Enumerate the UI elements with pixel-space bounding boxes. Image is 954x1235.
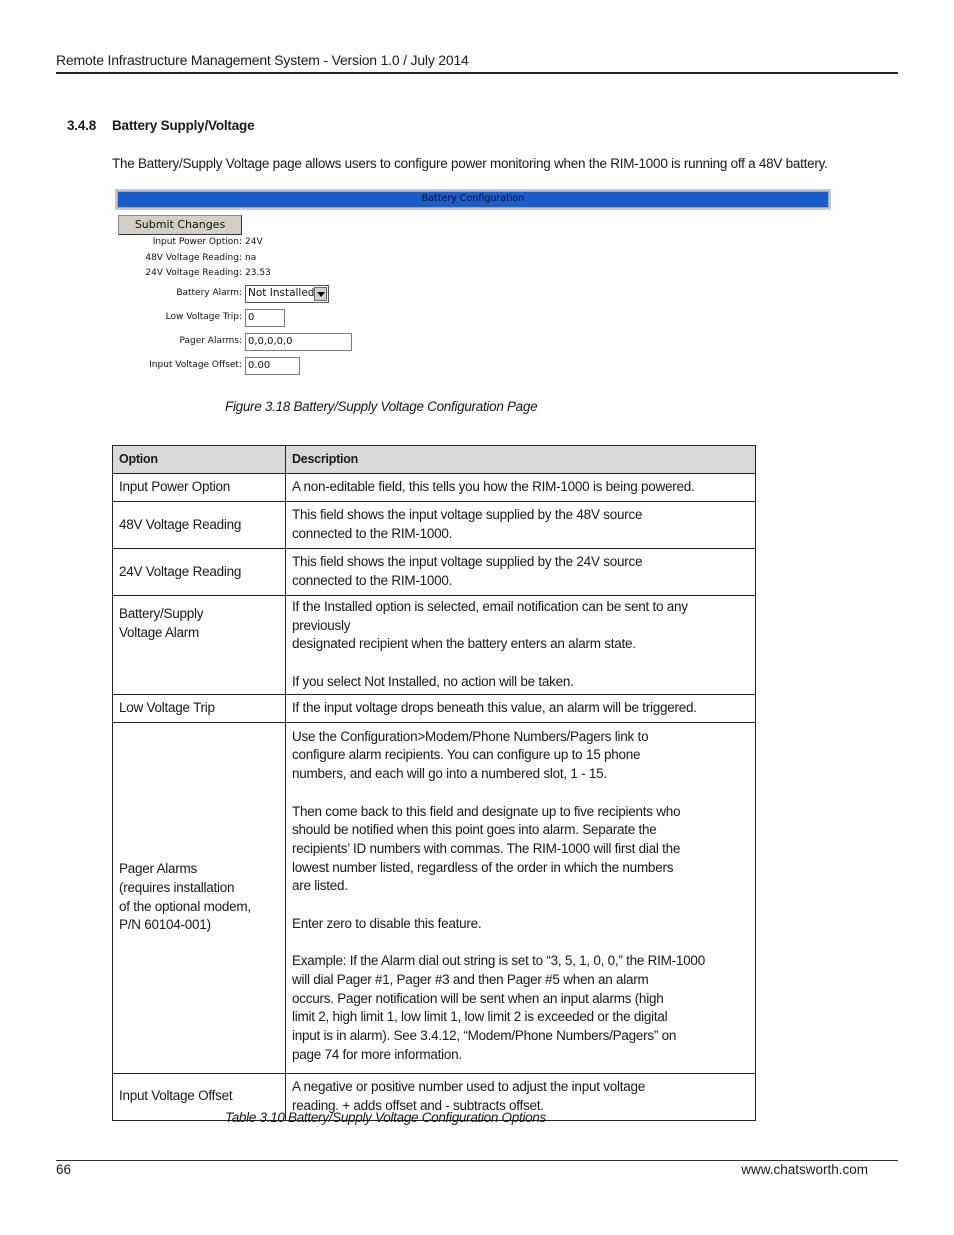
battery-alarm-label: Battery Alarm: — [176, 288, 242, 298]
document-title: Remote Infrastructure Management System - Version 1.0 / July 2014 — [56, 52, 469, 68]
table-row — [113, 549, 756, 596]
reading-48v-label: 48V Voltage Reading: — [145, 253, 242, 263]
submit-changes-button[interactable]: Submit Changes — [118, 215, 242, 235]
description-cell: A negative or positive number used to adjust the input voltage reading. + adds offset and - subtracts offset. — [286, 1073, 756, 1120]
section-number: 3.4.8 — [67, 118, 97, 133]
header-description: Description — [286, 446, 756, 474]
config-title-bar — [117, 191, 829, 208]
option-cell: Pager Alarms (requires installation of the optional modem, P/N 60104-001) — [113, 722, 286, 1073]
section-title: Battery Supply/Voltage — [112, 118, 255, 133]
input-power-option-label: Input Power Option: — [152, 237, 242, 247]
description-cell: Use the Configuration>Modem/Phone Numbers/Pagers link to configure alarm recipients. You can configure up to 15 phone numbers, and each will go into a numbered slot, 1 - 15. Then come back to this field and designate up to five recipients who should be notified when this point goes into alarm. Separate the recipients’ ID numbers with commas. The RIM-1000 will first dial the lowest number listed, regardless of the order in which the numbers are listed. Enter zero to disable this feature. Example: If the Alarm dial out string is set to “3, 5, 1, 0, 0,” the RIM-1000 will dial Pager #1, Pager #3 and then Pager #5 when an alarm occurs. Pager notification will be sent when an input alarms (high limit 2, high limit 1, low limit 1, low limit 2 is exceeded or the digital input is in alarm). See 3.4.12, “Modem/Phone Numbers/Pagers” on page 74 for more information. — [286, 722, 756, 1073]
description-cell: A non-editable field, this tells you how the RIM-1000 is being powered. — [286, 474, 756, 502]
table-caption: Table 3.10 Battery/Supply Voltage Configuration Options — [225, 1110, 546, 1125]
table-row — [113, 694, 756, 722]
table-row — [113, 502, 756, 549]
option-cell: Input Power Option — [113, 474, 286, 502]
chevron-down-icon[interactable] — [314, 287, 327, 301]
option-cell: Battery/Supply Voltage Alarm — [113, 596, 286, 695]
table-header-row — [113, 446, 756, 474]
input-voltage-offset-row — [112, 360, 512, 376]
reading-24v-value: 23.53 — [245, 268, 271, 278]
input-power-option-value: 24V — [245, 237, 263, 247]
description-cell: This field shows the input voltage supplied by the 24V source connected to the RIM-1000. — [286, 549, 756, 596]
page-number: 66 — [56, 1162, 72, 1177]
reading-48v-value: na — [245, 253, 257, 263]
document-header — [56, 52, 898, 74]
option-cell: 24V Voltage Reading — [113, 549, 286, 596]
intro-paragraph: The Battery/Supply Voltage page allows users to configure power monitoring when the RIM-1000 is running off a 48V battery. — [112, 156, 828, 171]
config-bar-title: Battery Configuration — [421, 193, 525, 204]
header-option: Option — [113, 446, 286, 474]
reading-24v-label: 24V Voltage Reading: — [145, 268, 242, 278]
figure-caption: Figure 3.18 Battery/Supply Voltage Configuration Page — [225, 399, 538, 414]
option-cell: Low Voltage Trip — [113, 694, 286, 722]
pager-alarms-label: Pager Alarms: — [179, 336, 242, 346]
input-power-option-row — [112, 237, 512, 253]
option-cell: 48V Voltage Reading — [113, 502, 286, 549]
options-table — [112, 445, 756, 1121]
pager-alarms-input[interactable]: 0,0,0,0,0 — [245, 333, 352, 351]
input-voltage-offset-label: Input Voltage Offset: — [149, 360, 242, 370]
section-heading — [67, 118, 254, 133]
table-row — [113, 722, 756, 1073]
option-cell: Input Voltage Offset — [113, 1073, 286, 1120]
battery-alarm-select[interactable] — [245, 285, 329, 303]
description-cell: If the Installed option is selected, email notification can be sent to any previously designated recipient when the battery enters an alarm state. If you select Not Installed, no action will be taken. — [286, 596, 756, 695]
description-cell: This field shows the input voltage supplied by the 48V source connected to the RIM-1000. — [286, 502, 756, 549]
low-voltage-trip-label: Low Voltage Trip: — [165, 312, 242, 322]
description-cell: If the input voltage drops beneath this value, an alarm will be triggered. — [286, 694, 756, 722]
reading-48v-row — [112, 253, 512, 269]
battery-config-screenshot — [112, 188, 832, 378]
low-voltage-trip-input[interactable]: 0 — [245, 309, 285, 327]
low-voltage-trip-row — [112, 312, 512, 328]
footer-divider — [56, 1160, 898, 1161]
table-row — [113, 596, 756, 695]
table-row — [113, 474, 756, 502]
input-voltage-offset-input[interactable]: 0.00 — [245, 357, 300, 375]
website-link[interactable]: www.chatsworth.com — [741, 1162, 868, 1177]
battery-alarm-selected: Not Installed — [248, 287, 315, 299]
reading-24v-row — [112, 268, 512, 284]
